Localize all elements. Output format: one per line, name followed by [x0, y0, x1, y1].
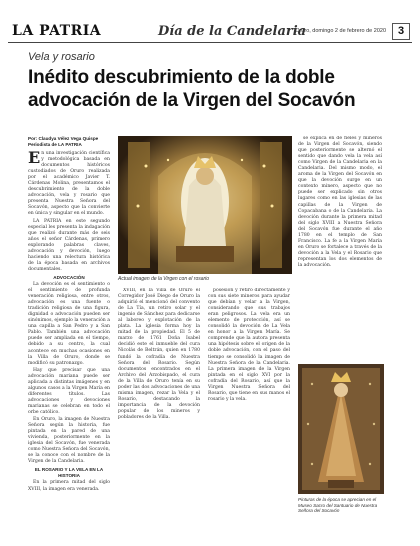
- photo-caption: Actual imagen de la Virgen con el rosario: [118, 276, 210, 282]
- article-headline: Inédito descubrimiento de la doble advocación de la Virgen del Socavón: [28, 67, 356, 111]
- dateline: Oruro, domingo 2 de febrero de 2020: [295, 28, 386, 34]
- paragraph: n una investigación científica y metodológica basada en documentos históricos custodiados de Oruro realizada por el académico Javier T. Cárdenas Molina, presentamos el descubrimiento de la doble advocación, vela y rosario que presenta Nuestra Señora del Socavón, aspecto que la convierte en única y singular en el mundo.: [28, 151, 110, 217]
- article-column-3: [208, 288, 290, 538]
- paragraph: XVIII, en la Villa de Oruro el Corregidor José Diego de Oruro la adquirió el mencionó del convento de La Tía, un retiro solar y el ingenio de Sánchez para dedicarse al laboreo y explotación de la plata. La iglesia forma hoy la mitad de la propiedad. El 5 de marzo de 1761 Doña Isabel decidió este el inmueble del cura Nicolás de Beltrán, quien en 1780 fundó la cofradía de Nuestra Señora del Rosario. Según documentos encontrados en el Archivo del Arzobispado, el cura de la Villa de Oruro tenía en su poder las dos advocaciones de una misma imagen, rezar la Vela y el Rosario, destacando la importancia de la devoción popular de los mineros y pobladores de la Villa.: [118, 288, 200, 420]
- virgin-altar-photo: [118, 136, 292, 274]
- article-column-2: [118, 288, 200, 538]
- byline: [28, 136, 110, 147]
- paragraph: En Oruro, la imagen de Nuestra Señora según la historia, fue pintada en la pared de una vivienda, posteriormente en la iglesia del Socavón, fue venerada como Nuestra Señora del Socavón, se la conoce con el nombre de la Virgen de la Candelaria.: [28, 417, 110, 465]
- paragraph: se explica en de fieles y mineros de la Virgen del Socavón, siendo que posteriormente se alternó el sentido que dando vela la vela así como Virgen de la Candelaria en la Candelaria. Del mismo modo, el aroma de la Virgen del Socavón en que la devoción surge en un contexto minero, aspecto que no puede ser explicado sin otros lugares como en las iglesias de las capillas de la Virgen de Copacabana o de la Candelaria. La devoción durante la primera mitad del siglo XVIII a Nuestra Señora del Socavón fue durante el año 1780 en el templo de San Francisco. La fe a la Virgen María en Oruro se fortalece a través de la devoción a la Vela y el Rosario que representan los dos elementos de la advocación.: [298, 136, 382, 268]
- paragraph: LA PATRIA en este segundo especial les presenta la indagación que realizó durante más de seis años el señor Cárdenas, primero explorando palabras claves, advocación y devoción, luego haciendo una relectura histórica de la época basada en archivos documentales.: [28, 218, 110, 272]
- colonial-painting-photo: [298, 364, 384, 494]
- article-column-4: [298, 136, 382, 360]
- masthead-rule: [8, 42, 412, 43]
- byline-outlet: Periodista de LA PATRIA: [28, 141, 82, 147]
- newspaper-brand: LA PATRIA: [12, 23, 102, 39]
- page-number: 3: [392, 23, 410, 40]
- paragraph: En la primera mitad del siglo XVIII, la imagen era venerada.: [28, 480, 110, 492]
- section-title: Día de la Candelaria: [158, 24, 307, 39]
- article-column-1: [28, 136, 110, 538]
- paragraph: Hay que precisar que una advocación mariana puede ser aplicada a distintas imágenes y en algunos casos a la Virgen María en diferentes títulos. Las advocaciones y devociones marianas se celebran en todo el orbe católico.: [28, 367, 110, 415]
- subheading: EL ROSARIO Y LA VELA EN LA HISTORIA: [34, 467, 104, 479]
- article-kicker: Vela y rosario: [28, 51, 95, 63]
- subheading: ADVOCACIÓN: [53, 274, 85, 280]
- byline-author: Por: Claudya Vélez Vega Quispe: [28, 136, 99, 141]
- paragraph: posesión y retiro directamente y con sus siete mineros para ayudar que debían y velar a la Virgen, considerando que sus trabajos eran peligrosos. La vela era un elemento de protección, así se consolidó la devoción de La Vela en honor a la Virgen María. Se comprende que la autora presenta una hipótesis sobre el origen de la doble advocación, con el paso del tiempo se consolidó la imagen de Nuestra Señora de la Candelaria. La primera imagen de la Virgen pintada en el siglo XVI por la cofradía del Rosario, así que la Virgen Nuestra Señora del Rosario, que tiene en sus manos el rosario y la vela.: [208, 288, 290, 402]
- drop-cap: E: [28, 148, 41, 167]
- photo-caption: Pinturas de la época se aprecian en el Museo Sacro del Santuario de Nuestra Señora del Socavón: [298, 497, 378, 514]
- paragraph: La devoción es el sentimiento o el sentimiento de profunda veneración religiosa, entre otros, advocación es una fuente o tradición religiosa de una figura, dignidad o advocación pueden ser sinónimos, ejemplo la veneración a una capilla a San Pedro y a San Pablo. También una advocación puede ser ampliada en el tiempo, debido a su centro, la cual acontece en muchas ocasiones en la Villa de Oruro, donde se modificó su patronazgo.: [28, 281, 110, 366]
- masthead: [8, 22, 412, 42]
